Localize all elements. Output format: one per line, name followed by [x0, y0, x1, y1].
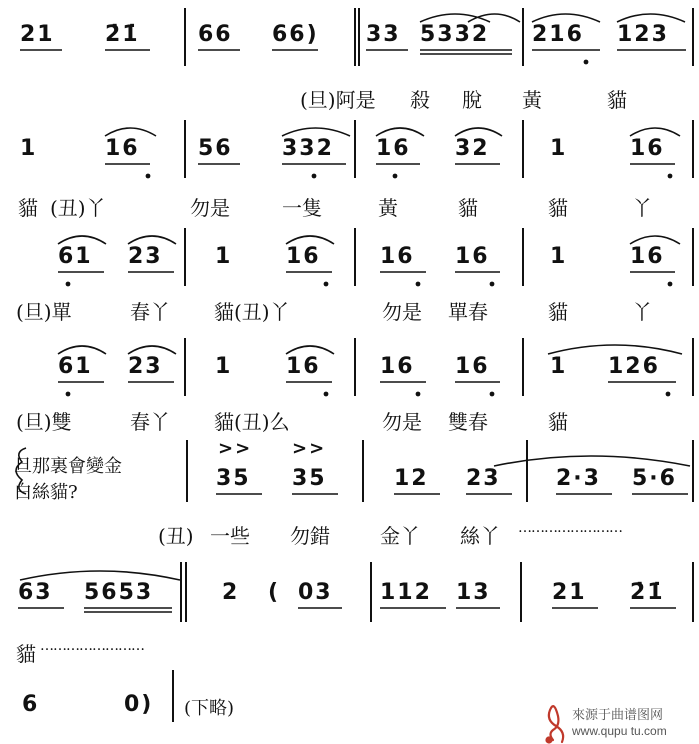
note-group: 63 [18, 580, 53, 605]
accent-mark: >> [292, 438, 327, 459]
lyric: (丑)丫 [50, 196, 106, 220]
note-group: 2̇1̇ [630, 580, 665, 605]
watermark-line-2: www.qupu tu.com [572, 724, 667, 738]
note-group: 1 [550, 354, 568, 379]
note-group: 126 [608, 354, 660, 379]
note-group: 123 [617, 22, 669, 47]
aside-text: 白絲貓? [14, 482, 78, 503]
lyric: 春丫 [130, 410, 170, 434]
lyric: 黃 [522, 88, 542, 112]
note-group: 112 [380, 580, 432, 605]
lyric: 貓 [548, 300, 568, 324]
note-group: 16 [286, 354, 321, 379]
note-group: 56 [198, 136, 233, 161]
aside-text: 旦那裏會變金 [14, 456, 122, 477]
note-group: 1 [550, 136, 568, 161]
note-group: 23 [128, 354, 163, 379]
note-group: 21 [552, 580, 587, 605]
lyric: 一些 [210, 524, 250, 548]
lyric: 勿是 [382, 410, 422, 434]
lyric: 一隻 [282, 196, 322, 220]
lyric: 貓(丑)么 [214, 410, 290, 434]
note-group: 61 [58, 244, 93, 269]
note-group: 61 [58, 354, 93, 379]
lyric: 貓 [18, 196, 38, 220]
note-group: 6 [22, 692, 40, 717]
lyric: 黃 [378, 196, 398, 220]
note-group: 2 [222, 580, 240, 605]
note-group: 13 [456, 580, 491, 605]
note-group: 16 [376, 136, 411, 161]
note-group: 21 [20, 22, 55, 47]
note-group: 16 [630, 244, 665, 269]
lyric: (丑) [158, 524, 194, 548]
note-group: 1 [215, 354, 233, 379]
note-group: 16 [455, 354, 490, 379]
lyric: (旦)阿是 [300, 88, 376, 112]
lyric: 勿錯 [290, 524, 330, 548]
note-group: 16 [455, 244, 490, 269]
lyric: 貓 [458, 196, 478, 220]
note-group: 33 [366, 22, 401, 47]
note-group: 16 [105, 136, 140, 161]
lyric: 金丫 [380, 524, 420, 548]
lyric: 春丫 [130, 300, 170, 324]
lyric: 勿是 [382, 300, 422, 324]
note-group: 16 [380, 354, 415, 379]
watermark-line-1: 來源于曲谱图网 [572, 707, 664, 722]
lyric: 勿是 [190, 196, 230, 220]
lyric: 脫 [462, 88, 482, 112]
note-group: 332 [282, 136, 334, 161]
lyric: 丫 [632, 196, 652, 220]
note-group: 2·3 [556, 466, 601, 491]
note-group: 1 [550, 244, 568, 269]
lyric: 雙春 [448, 410, 488, 434]
note-group: 23 [128, 244, 163, 269]
lyric: (旦)雙 [16, 410, 72, 434]
note-group: 12 [394, 466, 429, 491]
note-group: 216 [532, 22, 584, 47]
note-group: 5332 [420, 22, 490, 47]
note-group: 03 [298, 580, 333, 605]
note-group: 1 [20, 136, 38, 161]
note-group: 35 [292, 466, 327, 491]
lyric-dotted-line: …………………… [40, 638, 144, 654]
note-group: 1 [215, 244, 233, 269]
lyric: 丫 [632, 300, 652, 324]
lyric-dotted-line: …………………… [518, 520, 622, 536]
lyric: 貓 [607, 88, 627, 112]
note-group: 66 [198, 22, 233, 47]
note-group: 5653 [84, 580, 154, 605]
note-group: ( [268, 580, 281, 605]
note-group: 16 [380, 244, 415, 269]
omitted-note: (下略) [184, 698, 235, 719]
note-group: 5·6 [632, 466, 677, 491]
lyric: 單春 [448, 300, 488, 324]
note-group: 0) [124, 692, 154, 717]
note-group: 32 [455, 136, 490, 161]
lyric: 貓(丑)丫 [214, 300, 290, 324]
note-group: 16 [630, 136, 665, 161]
lyric: 貓 [548, 196, 568, 220]
note-group: 2̇1̇ [105, 22, 140, 47]
lyric: 貓 [16, 642, 36, 666]
note-group: 23 [466, 466, 501, 491]
note-group: 35 [216, 466, 251, 491]
lyric: (旦)單 [16, 300, 72, 324]
note-group: 16 [286, 244, 321, 269]
lyric: 貓 [548, 410, 568, 434]
lyric: 絲丫 [460, 524, 500, 548]
note-group: 66) [272, 22, 319, 47]
lyric: 殺 [410, 88, 430, 112]
accent-mark: >> [218, 438, 253, 459]
